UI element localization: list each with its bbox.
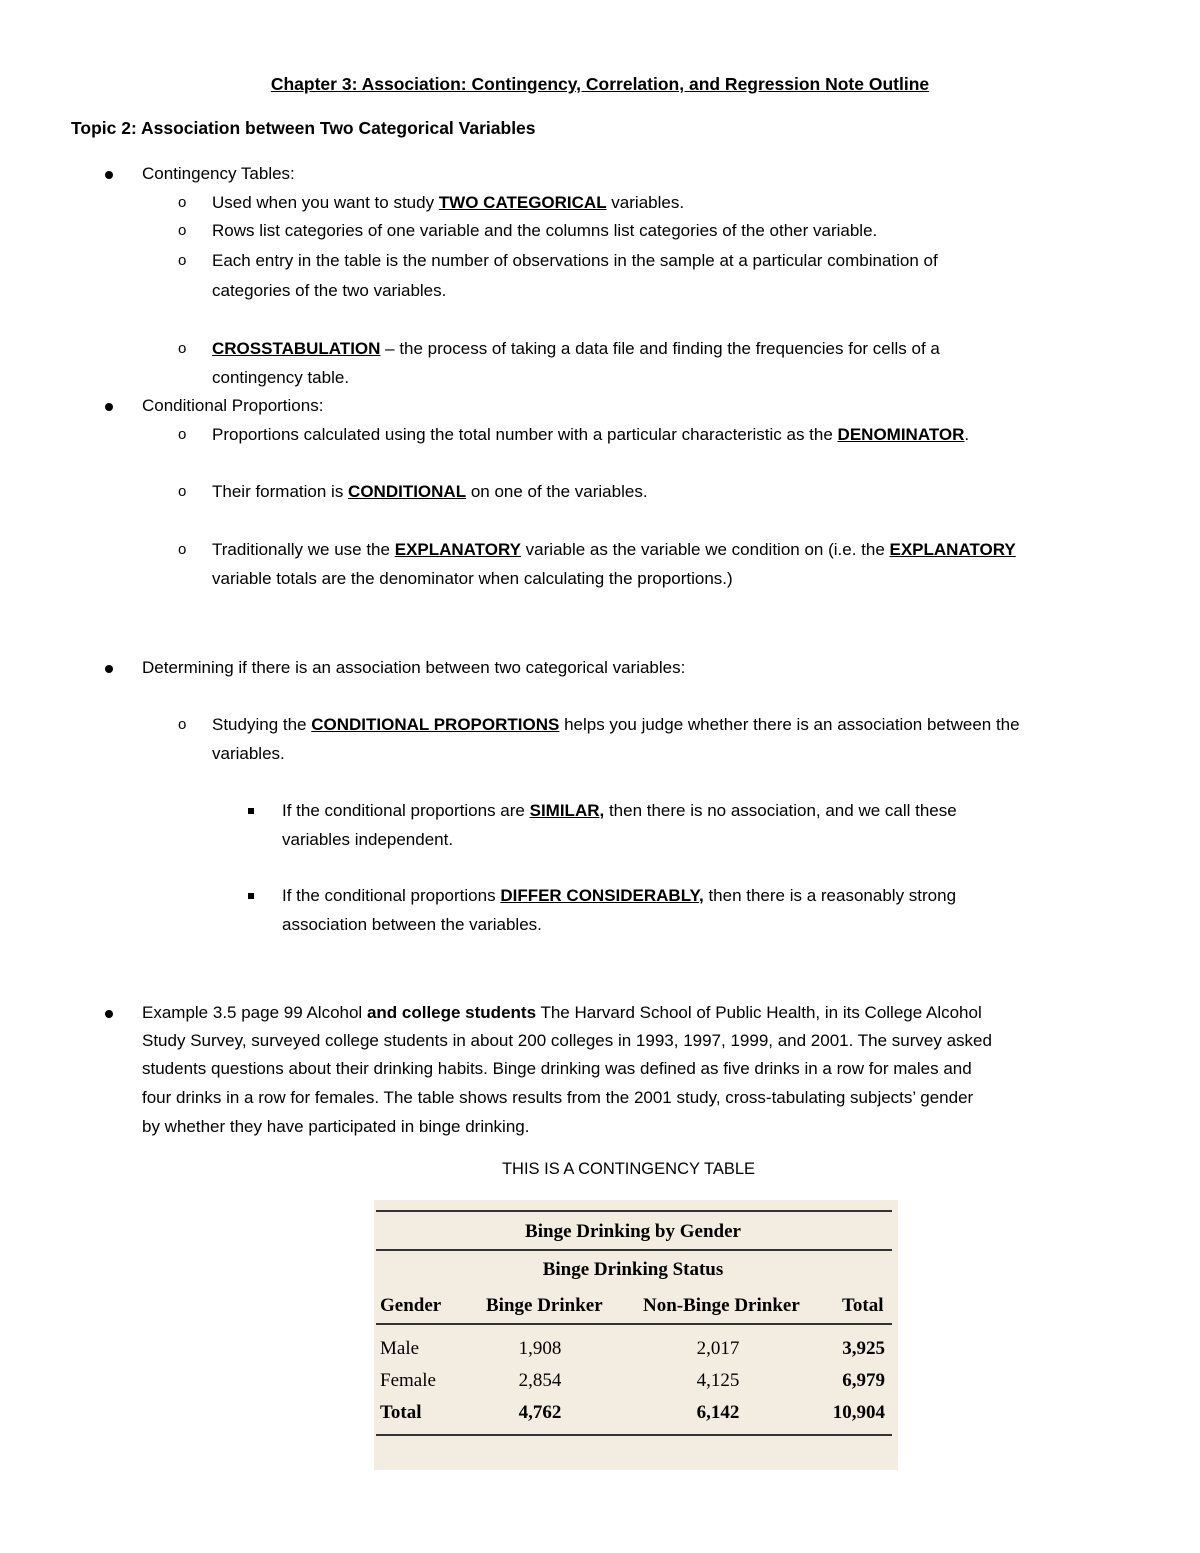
sub-bullet: o: [178, 541, 187, 558]
sub-bullet: o: [178, 222, 187, 239]
sub-bullet: o: [178, 716, 187, 733]
table-cell: 6,142: [696, 1402, 740, 1423]
bullet-dot: [105, 171, 113, 179]
bullet-dot: [105, 403, 113, 411]
table-cell: 2,854: [518, 1370, 562, 1391]
table-cell: 3,925: [842, 1338, 885, 1359]
table-rule: [376, 1434, 892, 1436]
list-item: Studying the CONDITIONAL PROPORTIONS helps you judge whether there is an association between the: [212, 715, 1020, 734]
section-association-heading: Determining if there is an association between two categorical variables:: [142, 658, 686, 677]
sub-bullet: o: [178, 340, 187, 357]
list-item-continuation: association between the variables.: [282, 915, 542, 934]
table-title: Binge Drinking by Gender: [525, 1221, 741, 1242]
table-caption: THIS IS A CONTINGENCY TABLE: [501, 1160, 756, 1178]
section-contingency-heading: Contingency Tables:: [142, 164, 295, 183]
list-item-continuation: variables.: [212, 744, 285, 763]
table-header-binge: Binge Drinker: [486, 1295, 603, 1316]
table-rule: [376, 1249, 892, 1251]
table-rule: [376, 1210, 892, 1212]
example-paragraph-line: Study Survey, surveyed college students in about 200 colleges in 1993, 1997, 1999, and 2001. The survey asked: [142, 1031, 992, 1050]
topic-heading: Topic 2: Association between Two Categorical Variables: [71, 118, 536, 138]
list-item-continuation: contingency table.: [212, 368, 350, 387]
list-item: If the conditional proportions are SIMILAR, then there is no association, and we call these: [282, 801, 957, 820]
list-item: Their formation is CONDITIONAL on one of the variables.: [212, 482, 648, 501]
list-item: Traditionally we use the EXPLANATORY variable as the variable we condition on (i.e. the EXPLANATORY: [212, 540, 1016, 559]
table-cell: 6,979: [842, 1370, 885, 1391]
table-cell: 2,017: [696, 1338, 740, 1359]
table-header-non-binge: Non-Binge Drinker: [643, 1295, 800, 1316]
list-item: Used when you want to study TWO CATEGORICAL variables.: [212, 193, 685, 212]
table-group-header: Binge Drinking Status: [542, 1259, 724, 1280]
table-cell: Female: [380, 1370, 436, 1391]
example-paragraph-line: Example 3.5 page 99 Alcohol and college students The Harvard School of Public Health, in its College Alcohol: [142, 1003, 982, 1022]
example-paragraph-line: four drinks in a row for females. The table shows results from the 2001 study, cross-tabulating subjects’ gender: [142, 1088, 974, 1107]
list-item: Each entry in the table is the number of observations in the sample at a particular combination of: [212, 251, 938, 270]
table-cell: 10,904: [832, 1402, 885, 1423]
bullet-dot: [105, 1010, 113, 1018]
contingency-table-figure: [374, 1200, 898, 1470]
list-item: If the conditional proportions DIFFER CONSIDERABLY, then there is a reasonably strong: [282, 886, 957, 905]
page-title: Chapter 3: Association: Contingency, Correlation, and Regression Note Outline: [270, 74, 930, 94]
table-cell: 1,908: [518, 1338, 562, 1359]
table-rule: [376, 1323, 892, 1325]
example-paragraph-line: students questions about their drinking habits. Binge drinking was defined as five drinks in a row for males and: [142, 1059, 972, 1078]
table-cell: 4,125: [696, 1370, 740, 1391]
list-item-continuation: categories of the two variables.: [212, 281, 447, 300]
section-conditional-heading: Conditional Proportions:: [142, 396, 324, 415]
square-bullet: [248, 808, 254, 814]
sub-bullet: o: [178, 426, 187, 443]
square-bullet: [248, 893, 254, 899]
table-header-total: Total: [842, 1295, 884, 1316]
example-paragraph-line: by whether they have participated in binge drinking.: [142, 1117, 530, 1136]
table-cell: Total: [380, 1402, 422, 1423]
table-cell: Male: [380, 1338, 420, 1359]
list-item-continuation: variables independent.: [282, 830, 454, 849]
list-item: CROSSTABULATION – the process of taking a data file and finding the frequencies for cells of a: [212, 339, 940, 358]
list-item: Rows list categories of one variable and the columns list categories of the other variable.: [212, 221, 878, 240]
sub-bullet: o: [178, 252, 187, 269]
sub-bullet: o: [178, 483, 187, 500]
table-header-gender: Gender: [380, 1295, 442, 1316]
bullet-dot: [105, 665, 113, 673]
list-item-continuation: variable totals are the denominator when calculating the proportions.): [212, 569, 733, 588]
table-cell: 4,762: [518, 1402, 562, 1423]
sub-bullet: o: [178, 194, 187, 211]
list-item: Proportions calculated using the total number with a particular characteristic as the DENOMINATOR.: [212, 425, 970, 444]
